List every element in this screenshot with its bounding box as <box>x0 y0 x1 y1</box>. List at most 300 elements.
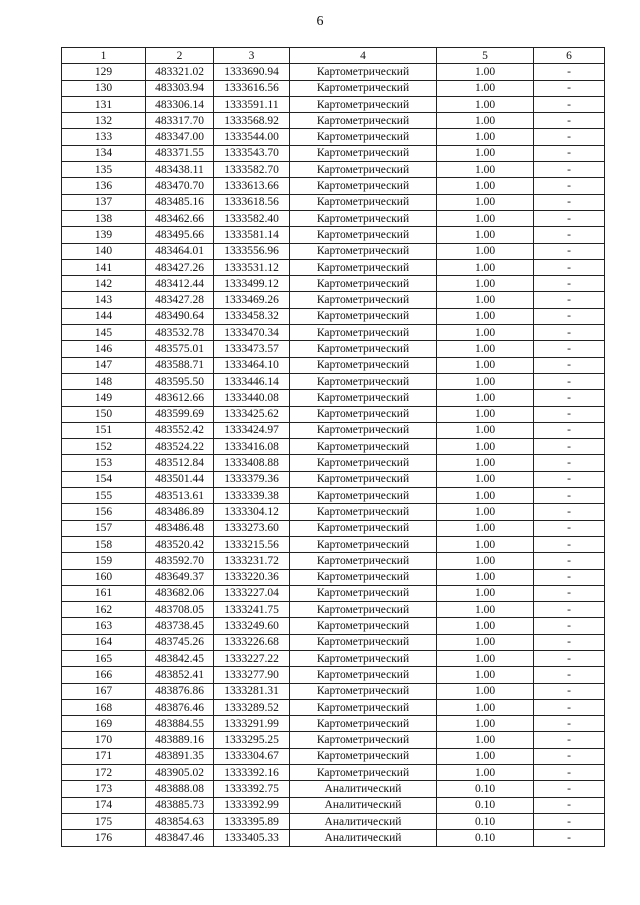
cell-note: - <box>534 471 605 487</box>
cell-note: - <box>534 732 605 748</box>
cell-point-number: 146 <box>62 341 146 357</box>
cell-coordinate-y: 1333446.14 <box>214 373 290 389</box>
cell-method: Картометрический <box>290 145 437 161</box>
cell-coordinate-y: 1333408.88 <box>214 455 290 471</box>
cell-coordinate-y: 1333416.08 <box>214 439 290 455</box>
cell-accuracy: 1.00 <box>437 178 534 194</box>
cell-coordinate-x: 483464.01 <box>146 243 214 259</box>
cell-point-number: 166 <box>62 667 146 683</box>
cell-coordinate-y: 1333392.99 <box>214 797 290 813</box>
cell-coordinate-x: 483888.08 <box>146 781 214 797</box>
cell-method: Аналитический <box>290 781 437 797</box>
table-row <box>62 797 605 813</box>
cell-point-number: 176 <box>62 830 146 846</box>
table-row <box>62 553 605 569</box>
table-row <box>62 325 605 341</box>
cell-coordinate-x: 483552.42 <box>146 422 214 438</box>
cell-coordinate-y: 1333469.26 <box>214 292 290 308</box>
cell-note: - <box>534 536 605 552</box>
cell-point-number: 132 <box>62 113 146 129</box>
column-header-5: 5 <box>437 48 534 64</box>
cell-coordinate-y: 1333395.89 <box>214 813 290 829</box>
cell-note: - <box>534 422 605 438</box>
cell-point-number: 168 <box>62 699 146 715</box>
cell-coordinate-y: 1333464.10 <box>214 357 290 373</box>
cell-coordinate-y: 1333304.12 <box>214 504 290 520</box>
table-row <box>62 781 605 797</box>
cell-method: Картометрический <box>290 308 437 324</box>
cell-method: Аналитический <box>290 797 437 813</box>
cell-coordinate-x: 483371.55 <box>146 145 214 161</box>
cell-method: Картометрический <box>290 373 437 389</box>
cell-coordinate-x: 483854.63 <box>146 813 214 829</box>
cell-note: - <box>534 390 605 406</box>
cell-note: - <box>534 357 605 373</box>
cell-coordinate-x: 483682.06 <box>146 585 214 601</box>
cell-coordinate-x: 483317.70 <box>146 113 214 129</box>
cell-coordinate-x: 483876.46 <box>146 699 214 715</box>
column-header-3: 3 <box>214 48 290 64</box>
cell-coordinate-x: 483438.11 <box>146 162 214 178</box>
page-number: 6 <box>316 14 324 29</box>
cell-point-number: 157 <box>62 520 146 536</box>
cell-coordinate-y: 1333291.99 <box>214 716 290 732</box>
cell-coordinate-x: 483876.86 <box>146 683 214 699</box>
cell-coordinate-y: 1333440.08 <box>214 390 290 406</box>
column-header-4: 4 <box>290 48 437 64</box>
cell-coordinate-y: 1333227.04 <box>214 585 290 601</box>
table-row <box>62 602 605 618</box>
cell-method: Картометрический <box>290 732 437 748</box>
cell-note: - <box>534 683 605 699</box>
cell-coordinate-y: 1333581.14 <box>214 227 290 243</box>
column-header-6: 6 <box>534 48 605 64</box>
cell-method: Картометрический <box>290 292 437 308</box>
cell-point-number: 147 <box>62 357 146 373</box>
cell-point-number: 158 <box>62 536 146 552</box>
cell-method: Картометрический <box>290 406 437 422</box>
cell-method: Картометрический <box>290 520 437 536</box>
cell-point-number: 131 <box>62 96 146 112</box>
table-row <box>62 406 605 422</box>
table-row <box>62 357 605 373</box>
cell-coordinate-x: 483306.14 <box>146 96 214 112</box>
cell-coordinate-x: 483427.26 <box>146 259 214 275</box>
cell-note: - <box>534 553 605 569</box>
cell-note: - <box>534 113 605 129</box>
cell-method: Картометрический <box>290 716 437 732</box>
table-row <box>62 748 605 764</box>
table-row <box>62 145 605 161</box>
cell-point-number: 138 <box>62 210 146 226</box>
cell-accuracy: 1.00 <box>437 64 534 80</box>
table-row <box>62 113 605 129</box>
cell-note: - <box>534 341 605 357</box>
cell-coordinate-y: 1333226.68 <box>214 634 290 650</box>
table-row <box>62 210 605 226</box>
cell-coordinate-y: 1333273.60 <box>214 520 290 536</box>
cell-accuracy: 1.00 <box>437 618 534 634</box>
cell-accuracy: 1.00 <box>437 683 534 699</box>
cell-method: Картометрический <box>290 341 437 357</box>
cell-coordinate-y: 1333295.25 <box>214 732 290 748</box>
cell-coordinate-y: 1333458.32 <box>214 308 290 324</box>
cell-accuracy: 1.00 <box>437 129 534 145</box>
cell-method: Картометрический <box>290 129 437 145</box>
cell-method: Картометрический <box>290 64 437 80</box>
cell-coordinate-x: 483427.28 <box>146 292 214 308</box>
cell-note: - <box>534 373 605 389</box>
table-row <box>62 536 605 552</box>
cell-coordinate-x: 483745.26 <box>146 634 214 650</box>
table-row <box>62 813 605 829</box>
cell-note: - <box>534 292 605 308</box>
cell-point-number: 160 <box>62 569 146 585</box>
table-row <box>62 650 605 666</box>
cell-point-number: 165 <box>62 650 146 666</box>
cell-coordinate-x: 483485.16 <box>146 194 214 210</box>
table-row <box>62 471 605 487</box>
cell-note: - <box>534 634 605 650</box>
cell-accuracy: 1.00 <box>437 488 534 504</box>
cell-note: - <box>534 243 605 259</box>
cell-coordinate-x: 483524.22 <box>146 439 214 455</box>
table-row <box>62 422 605 438</box>
cell-method: Картометрический <box>290 765 437 781</box>
cell-coordinate-x: 483847.46 <box>146 830 214 846</box>
cell-accuracy: 0.10 <box>437 830 534 846</box>
cell-point-number: 134 <box>62 145 146 161</box>
cell-note: - <box>534 194 605 210</box>
cell-point-number: 153 <box>62 455 146 471</box>
cell-accuracy: 1.00 <box>437 406 534 422</box>
cell-coordinate-y: 1333582.70 <box>214 162 290 178</box>
cell-point-number: 150 <box>62 406 146 422</box>
cell-note: - <box>534 748 605 764</box>
cell-coordinate-x: 483852.41 <box>146 667 214 683</box>
cell-coordinate-y: 1333392.75 <box>214 781 290 797</box>
cell-accuracy: 1.00 <box>437 748 534 764</box>
cell-accuracy: 1.00 <box>437 373 534 389</box>
cell-note: - <box>534 520 605 536</box>
cell-accuracy: 1.00 <box>437 210 534 226</box>
cell-point-number: 141 <box>62 259 146 275</box>
cell-coordinate-y: 1333379.36 <box>214 471 290 487</box>
cell-point-number: 161 <box>62 585 146 601</box>
cell-coordinate-y: 1333425.62 <box>214 406 290 422</box>
table-row <box>62 129 605 145</box>
cell-coordinate-y: 1333241.75 <box>214 602 290 618</box>
cell-coordinate-x: 483612.66 <box>146 390 214 406</box>
cell-method: Картометрический <box>290 683 437 699</box>
cell-method: Картометрический <box>290 667 437 683</box>
cell-point-number: 163 <box>62 618 146 634</box>
cell-method: Картометрический <box>290 357 437 373</box>
cell-point-number: 162 <box>62 602 146 618</box>
header-row <box>62 48 605 64</box>
cell-point-number: 173 <box>62 781 146 797</box>
cell-point-number: 152 <box>62 439 146 455</box>
cell-accuracy: 1.00 <box>437 145 534 161</box>
cell-coordinate-x: 483738.45 <box>146 618 214 634</box>
cell-note: - <box>534 80 605 96</box>
cell-coordinate-y: 1333424.97 <box>214 422 290 438</box>
cell-accuracy: 1.00 <box>437 650 534 666</box>
cell-method: Картометрический <box>290 194 437 210</box>
cell-point-number: 130 <box>62 80 146 96</box>
cell-coordinate-x: 483592.70 <box>146 553 214 569</box>
cell-point-number: 167 <box>62 683 146 699</box>
table-row <box>62 308 605 324</box>
cell-note: - <box>534 145 605 161</box>
cell-coordinate-x: 483470.70 <box>146 178 214 194</box>
cell-coordinate-y: 1333339.38 <box>214 488 290 504</box>
table-row <box>62 634 605 650</box>
table-row <box>62 699 605 715</box>
cell-point-number: 143 <box>62 292 146 308</box>
cell-coordinate-y: 1333215.56 <box>214 536 290 552</box>
cell-coordinate-y: 1333231.72 <box>214 553 290 569</box>
cell-point-number: 170 <box>62 732 146 748</box>
cell-coordinate-x: 483513.61 <box>146 488 214 504</box>
cell-accuracy: 1.00 <box>437 325 534 341</box>
table-row <box>62 64 605 80</box>
cell-method: Картометрический <box>290 276 437 292</box>
cell-accuracy: 1.00 <box>437 553 534 569</box>
cell-accuracy: 1.00 <box>437 80 534 96</box>
cell-point-number: 164 <box>62 634 146 650</box>
table-row <box>62 455 605 471</box>
cell-coordinate-x: 483885.73 <box>146 797 214 813</box>
cell-note: - <box>534 504 605 520</box>
table-body <box>62 64 605 846</box>
cell-accuracy: 1.00 <box>437 667 534 683</box>
cell-point-number: 135 <box>62 162 146 178</box>
cell-point-number: 171 <box>62 748 146 764</box>
table-row <box>62 276 605 292</box>
table-row <box>62 259 605 275</box>
cell-coordinate-y: 1333227.22 <box>214 650 290 666</box>
cell-note: - <box>534 813 605 829</box>
cell-point-number: 133 <box>62 129 146 145</box>
table-row <box>62 732 605 748</box>
cell-note: - <box>534 765 605 781</box>
cell-coordinate-y: 1333591.11 <box>214 96 290 112</box>
table-row <box>62 96 605 112</box>
cell-method: Картометрический <box>290 634 437 650</box>
cell-note: - <box>534 569 605 585</box>
cell-point-number: 155 <box>62 488 146 504</box>
cell-coordinate-y: 1333543.70 <box>214 145 290 161</box>
cell-coordinate-y: 1333392.16 <box>214 765 290 781</box>
cell-coordinate-x: 483905.02 <box>146 765 214 781</box>
table-row <box>62 80 605 96</box>
cell-accuracy: 1.00 <box>437 292 534 308</box>
cell-method: Картометрический <box>290 325 437 341</box>
table-row <box>62 243 605 259</box>
cell-point-number: 174 <box>62 797 146 813</box>
cell-note: - <box>534 308 605 324</box>
cell-coordinate-y: 1333289.52 <box>214 699 290 715</box>
cell-coordinate-y: 1333473.57 <box>214 341 290 357</box>
cell-method: Картометрический <box>290 488 437 504</box>
cell-note: - <box>534 667 605 683</box>
cell-coordinate-x: 483512.84 <box>146 455 214 471</box>
cell-point-number: 140 <box>62 243 146 259</box>
cell-coordinate-x: 483588.71 <box>146 357 214 373</box>
cell-coordinate-y: 1333304.67 <box>214 748 290 764</box>
cell-accuracy: 1.00 <box>437 634 534 650</box>
cell-note: - <box>534 406 605 422</box>
cell-point-number: 129 <box>62 64 146 80</box>
cell-note: - <box>534 162 605 178</box>
cell-note: - <box>534 797 605 813</box>
cell-method: Аналитический <box>290 813 437 829</box>
table-row <box>62 504 605 520</box>
table-row <box>62 439 605 455</box>
cell-point-number: 175 <box>62 813 146 829</box>
cell-method: Картометрический <box>290 650 437 666</box>
cell-point-number: 148 <box>62 373 146 389</box>
cell-coordinate-y: 1333281.31 <box>214 683 290 699</box>
cell-note: - <box>534 830 605 846</box>
cell-coordinate-x: 483884.55 <box>146 716 214 732</box>
cell-method: Картометрический <box>290 259 437 275</box>
cell-method: Картометрический <box>290 162 437 178</box>
table-row <box>62 227 605 243</box>
cell-coordinate-x: 483486.89 <box>146 504 214 520</box>
cell-point-number: 144 <box>62 308 146 324</box>
cell-point-number: 159 <box>62 553 146 569</box>
table-row <box>62 683 605 699</box>
cell-accuracy: 1.00 <box>437 569 534 585</box>
coordinates-table <box>61 47 605 847</box>
cell-coordinate-y: 1333499.12 <box>214 276 290 292</box>
cell-coordinate-y: 1333568.92 <box>214 113 290 129</box>
cell-accuracy: 0.10 <box>437 813 534 829</box>
table-row <box>62 390 605 406</box>
cell-accuracy: 0.10 <box>437 781 534 797</box>
cell-method: Картометрический <box>290 422 437 438</box>
cell-note: - <box>534 178 605 194</box>
cell-accuracy: 1.00 <box>437 194 534 210</box>
table-row <box>62 178 605 194</box>
cell-coordinate-x: 483412.44 <box>146 276 214 292</box>
column-header-1: 1 <box>62 48 146 64</box>
cell-coordinate-x: 483891.35 <box>146 748 214 764</box>
cell-point-number: 169 <box>62 716 146 732</box>
cell-method: Картометрический <box>290 439 437 455</box>
cell-coordinate-x: 483595.50 <box>146 373 214 389</box>
cell-coordinate-x: 483599.69 <box>146 406 214 422</box>
cell-method: Картометрический <box>290 748 437 764</box>
cell-accuracy: 1.00 <box>437 227 534 243</box>
cell-coordinate-x: 483321.02 <box>146 64 214 80</box>
cell-method: Картометрический <box>290 80 437 96</box>
cell-note: - <box>534 585 605 601</box>
cell-accuracy: 1.00 <box>437 439 534 455</box>
cell-coordinate-x: 483889.16 <box>146 732 214 748</box>
cell-coordinate-y: 1333277.90 <box>214 667 290 683</box>
cell-accuracy: 1.00 <box>437 259 534 275</box>
cell-point-number: 156 <box>62 504 146 520</box>
table-row <box>62 765 605 781</box>
cell-coordinate-x: 483501.44 <box>146 471 214 487</box>
cell-note: - <box>534 716 605 732</box>
cell-note: - <box>534 259 605 275</box>
cell-note: - <box>534 488 605 504</box>
cell-method: Картометрический <box>290 210 437 226</box>
cell-coordinate-y: 1333618.56 <box>214 194 290 210</box>
cell-accuracy: 1.00 <box>437 308 534 324</box>
cell-coordinate-x: 483575.01 <box>146 341 214 357</box>
cell-coordinate-y: 1333531.12 <box>214 259 290 275</box>
table-row <box>62 830 605 846</box>
cell-accuracy: 1.00 <box>437 602 534 618</box>
cell-note: - <box>534 64 605 80</box>
cell-point-number: 172 <box>62 765 146 781</box>
cell-accuracy: 1.00 <box>437 162 534 178</box>
cell-coordinate-x: 483649.37 <box>146 569 214 585</box>
cell-note: - <box>534 210 605 226</box>
cell-method: Картометрический <box>290 536 437 552</box>
cell-point-number: 149 <box>62 390 146 406</box>
cell-accuracy: 1.00 <box>437 471 534 487</box>
cell-note: - <box>534 455 605 471</box>
cell-point-number: 145 <box>62 325 146 341</box>
cell-point-number: 142 <box>62 276 146 292</box>
table-row <box>62 162 605 178</box>
cell-note: - <box>534 439 605 455</box>
cell-accuracy: 1.00 <box>437 699 534 715</box>
cell-note: - <box>534 618 605 634</box>
cell-note: - <box>534 699 605 715</box>
cell-note: - <box>534 650 605 666</box>
cell-point-number: 136 <box>62 178 146 194</box>
cell-coordinate-y: 1333470.34 <box>214 325 290 341</box>
cell-accuracy: 1.00 <box>437 732 534 748</box>
table-row <box>62 569 605 585</box>
cell-accuracy: 1.00 <box>437 520 534 536</box>
cell-point-number: 151 <box>62 422 146 438</box>
cell-method: Картометрический <box>290 390 437 406</box>
table-row <box>62 194 605 210</box>
table-row <box>62 585 605 601</box>
cell-point-number: 154 <box>62 471 146 487</box>
table-row <box>62 341 605 357</box>
cell-coordinate-y: 1333249.60 <box>214 618 290 634</box>
cell-method: Картометрический <box>290 569 437 585</box>
table-row <box>62 716 605 732</box>
cell-note: - <box>534 96 605 112</box>
cell-note: - <box>534 227 605 243</box>
cell-note: - <box>534 129 605 145</box>
cell-coordinate-x: 483347.00 <box>146 129 214 145</box>
cell-note: - <box>534 276 605 292</box>
cell-method: Картометрический <box>290 504 437 520</box>
cell-method: Картометрический <box>290 585 437 601</box>
cell-method: Картометрический <box>290 699 437 715</box>
table-row <box>62 488 605 504</box>
cell-accuracy: 1.00 <box>437 716 534 732</box>
cell-coordinate-x: 483462.66 <box>146 210 214 226</box>
cell-method: Картометрический <box>290 243 437 259</box>
cell-coordinate-y: 1333220.36 <box>214 569 290 585</box>
cell-accuracy: 1.00 <box>437 341 534 357</box>
cell-coordinate-x: 483486.48 <box>146 520 214 536</box>
cell-point-number: 139 <box>62 227 146 243</box>
cell-method: Картометрический <box>290 602 437 618</box>
